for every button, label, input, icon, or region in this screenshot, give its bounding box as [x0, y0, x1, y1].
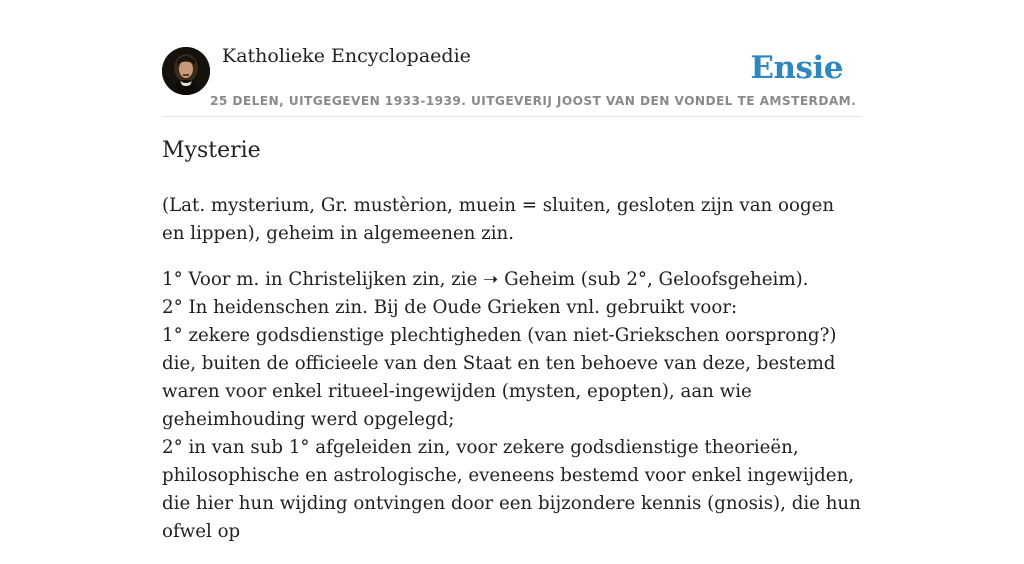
source-avatar[interactable]: [162, 47, 210, 95]
entry-paragraph: [162, 266, 862, 546]
entry-line-4: 2° in van sub 1° afgeleiden zin, voor zekere godsdienstige theorieën, philosophische en astrologische, eveneens bestemd voor enkel ingewijden, die hier hun wijding ontvingen door een bijzondere kennis (gnosis), die hun ofwel op: [162, 437, 861, 542]
source-header: [162, 0, 862, 117]
portrait-icon: [162, 47, 210, 95]
entry-line-1: 1° Voor m. in Christelijken zin, zie ➝ Geheim (sub 2°, Geloofsgeheim).: [162, 269, 809, 290]
entry-body: [162, 192, 862, 564]
source-title[interactable]: Katholieke Encyclopaedie: [222, 45, 471, 67]
entry-line-2: 2° In heidenschen zin. Bij de Oude Grieken vnl. gebruikt voor:: [162, 297, 738, 318]
entry-intro: (Lat. mysterium, Gr. mustèrion, muein = sluiten, gesloten zijn van oogen en lippen), geheim in algemeenen zin.: [162, 195, 835, 244]
entry-title: Mysterie: [162, 138, 261, 163]
brand-logo[interactable]: Ensie: [750, 50, 843, 86]
source-meta: 25 DELEN, UITGEGEVEN 1933-1939. UITGEVERIJ JOOST VAN DEN VONDEL TE AMSTERDAM.: [210, 94, 857, 108]
entry-line-3: 1° zekere godsdienstige plechtigheden (van niet-Griekschen oorsprong?) die, buiten de officieele van den Staat en ten behoeve van deze, bestemd waren voor enkel ritueel-ingewijden (mysten, epopten), aan wie geheimhouding werd opgelegd;: [162, 325, 837, 430]
page: [162, 0, 862, 542]
